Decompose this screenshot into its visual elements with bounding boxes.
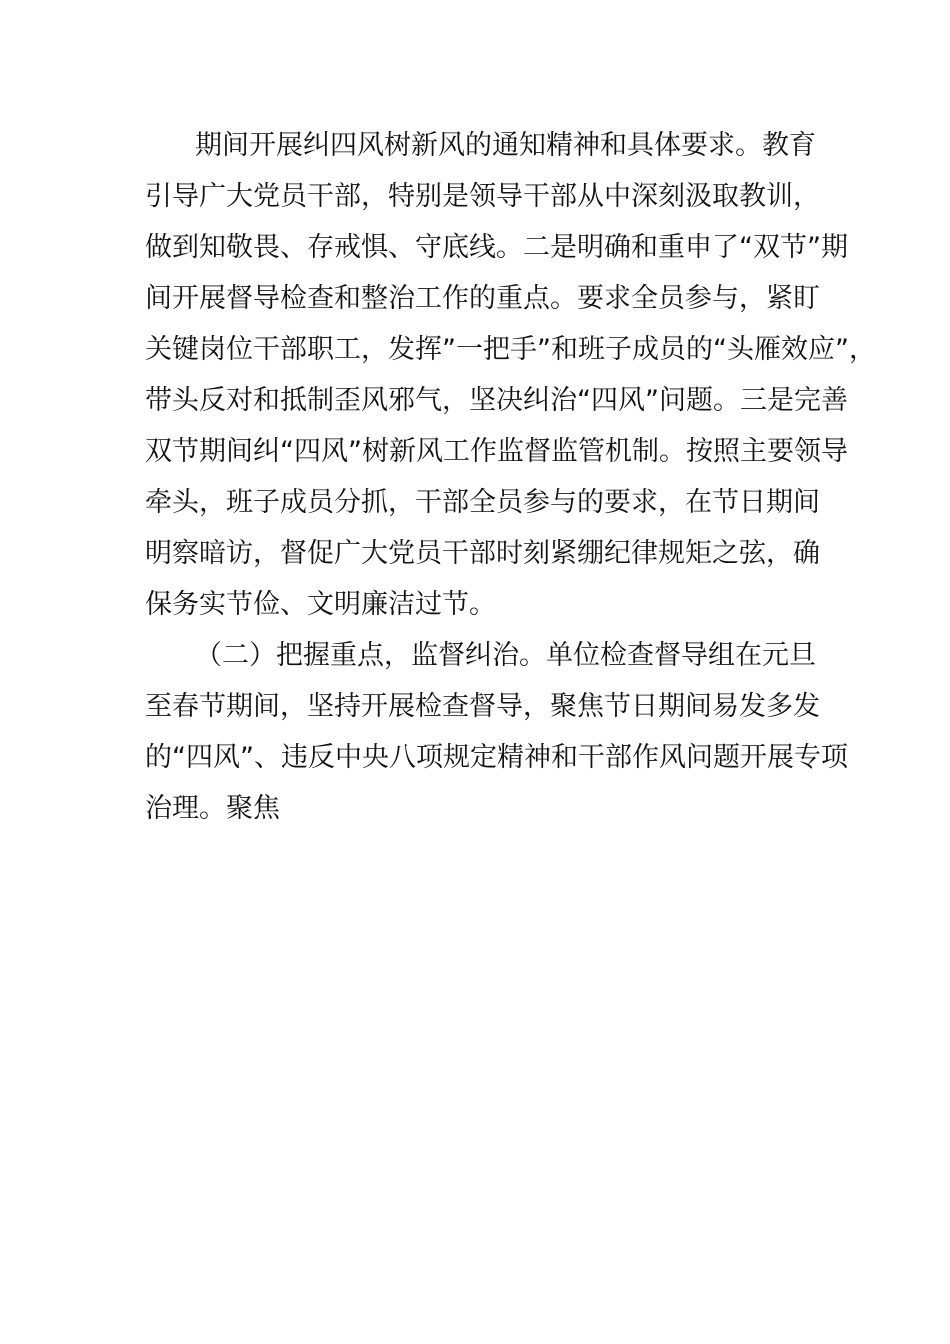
paragraph-line: 关键岗位干部职工，发挥”一把手”和班子成员的“头雁效应”，	[145, 334, 876, 365]
paragraph-line: 至春节期间，坚持开展检查督导，聚焦节日期间易发多发	[145, 691, 820, 722]
paragraph-line: 引导广大党员干部，特别是领导干部从中深刻汲取教训，	[145, 181, 820, 212]
paragraph-line: 的“四风”、违反中央八项规定精神和干部作风问题开展专项	[145, 742, 848, 773]
paragraph-line: 间开展督导检查和整治工作的重点。要求全员参与，紧盯	[145, 283, 820, 314]
body-text	[145, 120, 876, 834]
paragraph-line: 牵头，班子成员分抓，干部全员参与的要求，在节日期间	[145, 487, 820, 518]
paragraph-line: 带头反对和抵制歪风邪气，坚决纠治“四风”问题。三是完善	[145, 385, 848, 416]
paragraph-line: 治理。聚焦	[145, 793, 280, 824]
section-heading-line: （二）把握重点，监督纠治。单位检查督导组在元旦	[195, 640, 816, 671]
paragraph-line: 做到知敬畏、存戒惧、守底线。二是明确和重申了“双节”期	[145, 232, 848, 263]
paragraph-line: 双节期间纠“四风”树新风工作监督监管机制。按照主要领导	[145, 436, 848, 467]
paragraph-line: 期间开展纠四风树新风的通知精神和具体要求。教育	[195, 130, 816, 161]
paragraph-line: 明察暗访，督促广大党员干部时刻紧绷纪律规矩之弦，确	[145, 538, 820, 569]
paragraph-line: 保务实节俭、文明廉洁过节。	[145, 589, 496, 620]
